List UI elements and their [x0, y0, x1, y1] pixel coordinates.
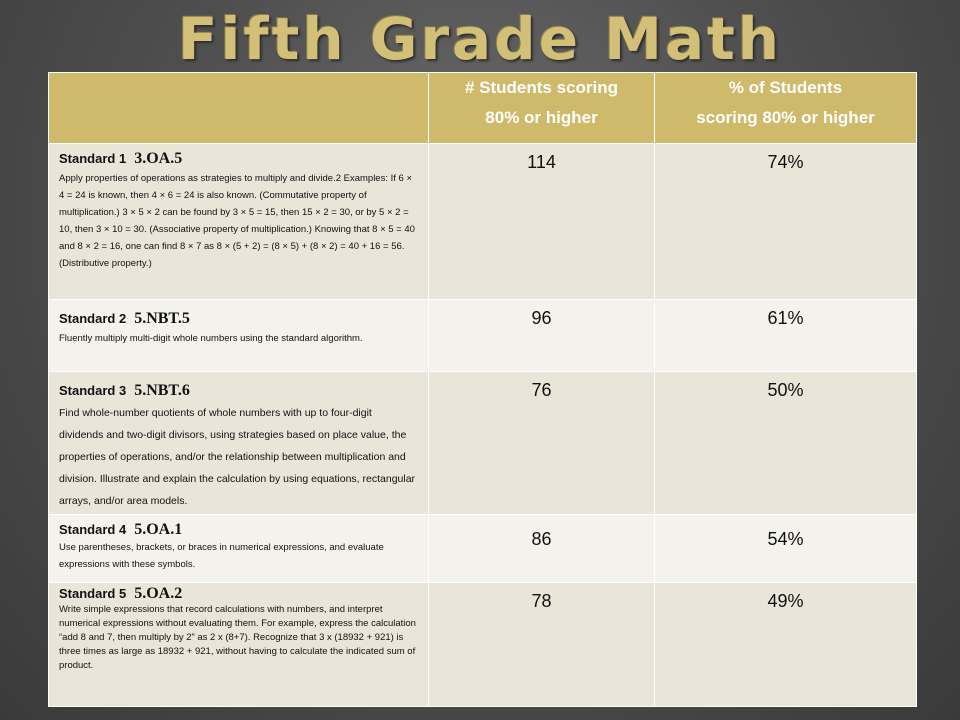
count-cell: 114: [429, 144, 655, 300]
standard-cell: [49, 583, 429, 707]
header-row: [49, 73, 917, 144]
standard-code: 3.OA.5: [134, 150, 183, 167]
standard-cell: [49, 372, 429, 515]
standard-description: Apply properties of operations as strategies to multiply and divide.2 Examples: If 6 × 4 = 24 is known, then 4 × 6 = 24 is also known. (Commutative property of multiplication.) 3 × 5 × 2 can be found by 3 × 5 = 15, then 15 × 2 = 30, or by 5 × 2 = 10, then 3 × 10 = 30. (Associative property of multiplication.) Knowing that 8 × 5 = 40 and 8 × 2 = 16, one can find 8 × 7 as 8 × (5 + 2) = (8 × 5) + (8 × 2) = 40 + 16 = 56. (Distributive property.): [59, 173, 415, 269]
percent-cell: 74%: [655, 144, 917, 300]
header-percent-line-1: % of Students: [728, 78, 843, 97]
standard-cell: [49, 300, 429, 372]
table-row-standard-4: [49, 515, 917, 583]
standard-label: Standard 2: [59, 311, 127, 326]
standard-description: Find whole-number quotients of whole numbers with up to four-digit dividends and two-digit divisors, using strategies based on place value, the properties of operations, and/or the relationship between multiplication and division. Illustrate and explain the calculation by using equations, rectangular arrays, and/or area models.: [59, 407, 416, 507]
standard-label: Standard 5: [59, 586, 127, 601]
standard-code: 5.NBT.6: [134, 382, 190, 399]
table-row-standard-5: [49, 583, 917, 707]
standard-heading: [59, 150, 418, 168]
count-cell: 86: [429, 515, 655, 583]
table-row-standard-2: [49, 300, 917, 372]
percent-cell: 61%: [655, 300, 917, 372]
header-standard: [49, 73, 429, 144]
table-row-standard-3: [49, 372, 917, 515]
table-row-standard-1: [49, 144, 917, 300]
standard-heading: [59, 585, 418, 603]
percent-cell: 49%: [655, 583, 917, 707]
standard-heading: [59, 521, 418, 539]
count-cell: 96: [429, 300, 655, 372]
standard-heading: [59, 310, 418, 328]
count-cell: 76: [429, 372, 655, 515]
standard-cell: [49, 144, 429, 300]
percent-cell: 50%: [655, 372, 917, 515]
standard-label: Standard 3: [59, 383, 127, 398]
header-percent: [655, 73, 917, 144]
percent-cell: 54%: [655, 515, 917, 583]
count-cell: 78: [429, 583, 655, 707]
standard-code: 5.OA.1: [134, 521, 183, 538]
results-table: [48, 72, 917, 707]
header-percent-line-2: scoring 80% or higher: [696, 108, 875, 127]
standard-label: Standard 4: [59, 522, 127, 537]
standard-cell: [49, 515, 429, 583]
standard-description: Fluently multiply multi-digit whole numbers using the standard algorithm.: [59, 333, 363, 344]
header-count-line-2: 80% or higher: [485, 108, 598, 127]
slide-title: Fifth Grade Math: [177, 5, 783, 73]
standard-code: 5.NBT.5: [134, 310, 190, 327]
standard-heading: [59, 382, 418, 400]
standard-description: Write simple expressions that record calculations with numbers, and interpret numerical expressions without evaluating them. For example, express the calculation “add 8 and 7, then multiply by 2” as 2 x (8+7). Recognize that 3 x (18932 + 921) is three times as large as 18932 + 921, without having to calculate the indicated sum of product.: [59, 604, 416, 671]
standard-code: 5.OA.2: [134, 585, 183, 602]
standard-description: Use parentheses, brackets, or braces in numerical expressions, and evaluate expressions with these symbols.: [59, 542, 384, 570]
standard-label: Standard 1: [59, 151, 127, 166]
header-count-line-1: # Students scoring: [464, 78, 619, 97]
header-count: [429, 73, 655, 144]
